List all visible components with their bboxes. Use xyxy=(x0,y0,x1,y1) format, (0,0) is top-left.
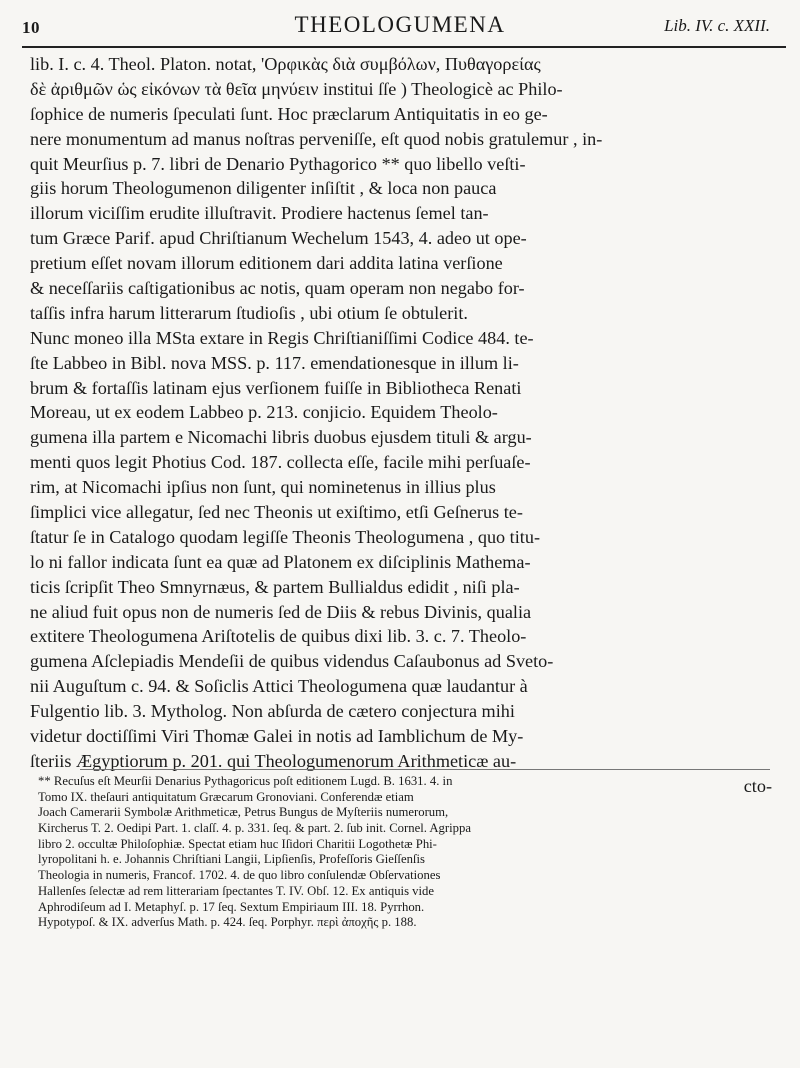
header-rule xyxy=(22,46,786,48)
text-line: illorum viciſſim erudite illuſtravit. Prodiere hactenus ſemel tan- xyxy=(30,203,489,224)
footnote xyxy=(38,774,783,931)
text-line: rim, at Nicomachi ipſius non ſunt, qui nominetenus in illius plus xyxy=(30,477,496,498)
text-line: ſte Labbeo in Bibl. nova MSS. p. 117. emendationesque in illum li- xyxy=(30,352,519,373)
text-line: brum & fortaſſis latinam ejus verſionem fuiſſe in Bibliotheca Renati xyxy=(30,377,522,398)
text-line: lo ni fallor indicata ſunt ea quæ ad Platonem ex diſciplinis Mathema- xyxy=(30,551,531,572)
text-line: Nunc moneo illa MSta extare in Regis Chriſtianiſſimi Codice 484. te- xyxy=(30,327,534,348)
footnote-line: libro 2. occultæ Philoſophiæ. Spectat etiam huc Iſidori Charitii Logothetæ Phi- xyxy=(38,836,437,851)
text-line: ſtatur ſe in Catalogo quodam legiſſe Theonis Theologumena , quo titu- xyxy=(30,526,540,547)
text-line: videtur doctiſſimi Viri Thomæ Galei in notis ad Iamblichum de My- xyxy=(30,726,524,747)
footnote-rule xyxy=(80,769,770,770)
text-line: extitere Theologumena Ariſtotelis de quibus dixi lib. 3. c. 7. Theolo- xyxy=(30,626,527,647)
text-line: menti quos legit Photius Cod. 187. collecta eſſe, facile mihi perſuaſe- xyxy=(30,452,531,473)
text-line: lib. I. c. 4. Theol. Platon. notat, 'Ορφικὰς διὰ συμβόλων, Πυθαγορείας xyxy=(30,54,541,74)
text-line: δὲ ἀριθμῶν ὡς εἰκόνων τὰ θεῖα μηνύειν institui ſſe ) Theologicè ac Philo- xyxy=(30,78,563,99)
text-line: gumena illa partem e Nicomachi libris duobus ejusdem tituli & argu- xyxy=(30,427,532,448)
text-line: ſimplici vice allegatur, ſed nec Theonis ut exiſtimo, etſi Geſnerus te- xyxy=(30,502,523,523)
footnote-line: Theologia in numeris, Francof. 1702. 4. de quo libro conſulendæ Obſervationes xyxy=(38,868,441,883)
page-number: 10 xyxy=(22,18,40,37)
main-text xyxy=(30,52,778,799)
text-line: tum Græce Parif. apud Chriſtianum Wechelum 1543, 4. adeo ut ope- xyxy=(30,228,527,249)
text-line: nii Auguſtum c. 94. & Soſiclis Attici Theologumena quæ laudantur à xyxy=(30,676,528,697)
text-line: ſteriis Ægyptiorum p. 201. qui Theologumenorum Arithmeticæ au- xyxy=(30,750,517,771)
text-line: ticis ſcripſit Theo Smnyrnæus, & partem Bullialdus edidit , niſi pla- xyxy=(30,576,520,597)
text-line: ſophice de numeris ſpeculati ſunt. Hoc præclarum Antiquitatis in eo ge- xyxy=(30,103,548,124)
running-header xyxy=(22,8,778,42)
text-line: giis horum Theologumenon diligenter inſiſtit , & loca non pauca xyxy=(30,178,497,199)
footnote-line: Kircherus T. 2. Oedipi Part. 1. claſſ. 4. p. 331. ſeq. & part. 2. ſub init. Cornel. Agrippa xyxy=(38,821,471,836)
footnote-line: Aphrodiſeum ad I. Metaphyſ. p. 17 ſeq. Sextum Empiriaum III. 18. Pyrrhon. xyxy=(38,899,425,914)
text-line: pretium eſſet novam illorum editionem dari addita latina verſione xyxy=(30,253,503,274)
text-line: nere monumentum ad manus noſtras perveniſſe, eſt quod nobis gratulemur , in- xyxy=(30,128,603,149)
chapter-reference: Lib. IV. c. XXII. xyxy=(664,16,770,35)
text-line: ne aliud fuit opus non de numeris ſed de Diis & rebus Divinis, qualia xyxy=(30,601,532,622)
footnote-line: Joach Camerarii Symbolæ Arithmeticæ, Petrus Bungus de Myſteriis numerorum, xyxy=(38,805,449,820)
footnote-line: Hypotypoſ. & IX. adverſus Math. p. 424. ſeq. Porphyr. περὶ ἀποχῆς p. 188. xyxy=(38,915,417,930)
catchword: cto- xyxy=(743,775,772,796)
text-line: gumena Aſclepiadis Mendeſii de quibus videndus Caſaubonus ad Sveto- xyxy=(30,651,554,672)
footnote-line: Hallenſes ſelectæ ad rem litterariam ſpectantes T. IV. Obſ. 12. Ex antiquis vide xyxy=(38,883,435,898)
text-line: Moreau, ut ex eodem Labbeo p. 213. conjicio. Equidem Theolo- xyxy=(30,402,498,423)
text-line: taſſis infra harum litterarum ſtudioſis , ubi otium ſe obtulerit. xyxy=(30,302,468,323)
footnote-line: ** Recuſus eſt Meurſii Denarius Pythagoricus poſt editionem Lugd. B. 1631. 4. in xyxy=(38,774,453,788)
footnote-line: lyropolitani h. e. Johannis Chriſtiani Langii, Lipſienſis, Profeſſoris Gieſſenſis xyxy=(38,852,425,867)
text-line: & neceſſariis caſtigationibus ac notis, quam operam non negabo for- xyxy=(30,278,525,299)
text-line: quit Meurſius p. 7. libri de Denario Pythagorico ** quo libello veſti- xyxy=(30,153,526,174)
running-title: THEOLOGUMENA xyxy=(294,12,506,37)
text-line: Fulgentio lib. 3. Mytholog. Non abſurda de cætero conjectura mihi xyxy=(30,701,515,722)
footnote-line: Tomo IX. theſauri antiquitatum Græcarum Gronoviani. Conferendæ etiam xyxy=(38,789,414,804)
